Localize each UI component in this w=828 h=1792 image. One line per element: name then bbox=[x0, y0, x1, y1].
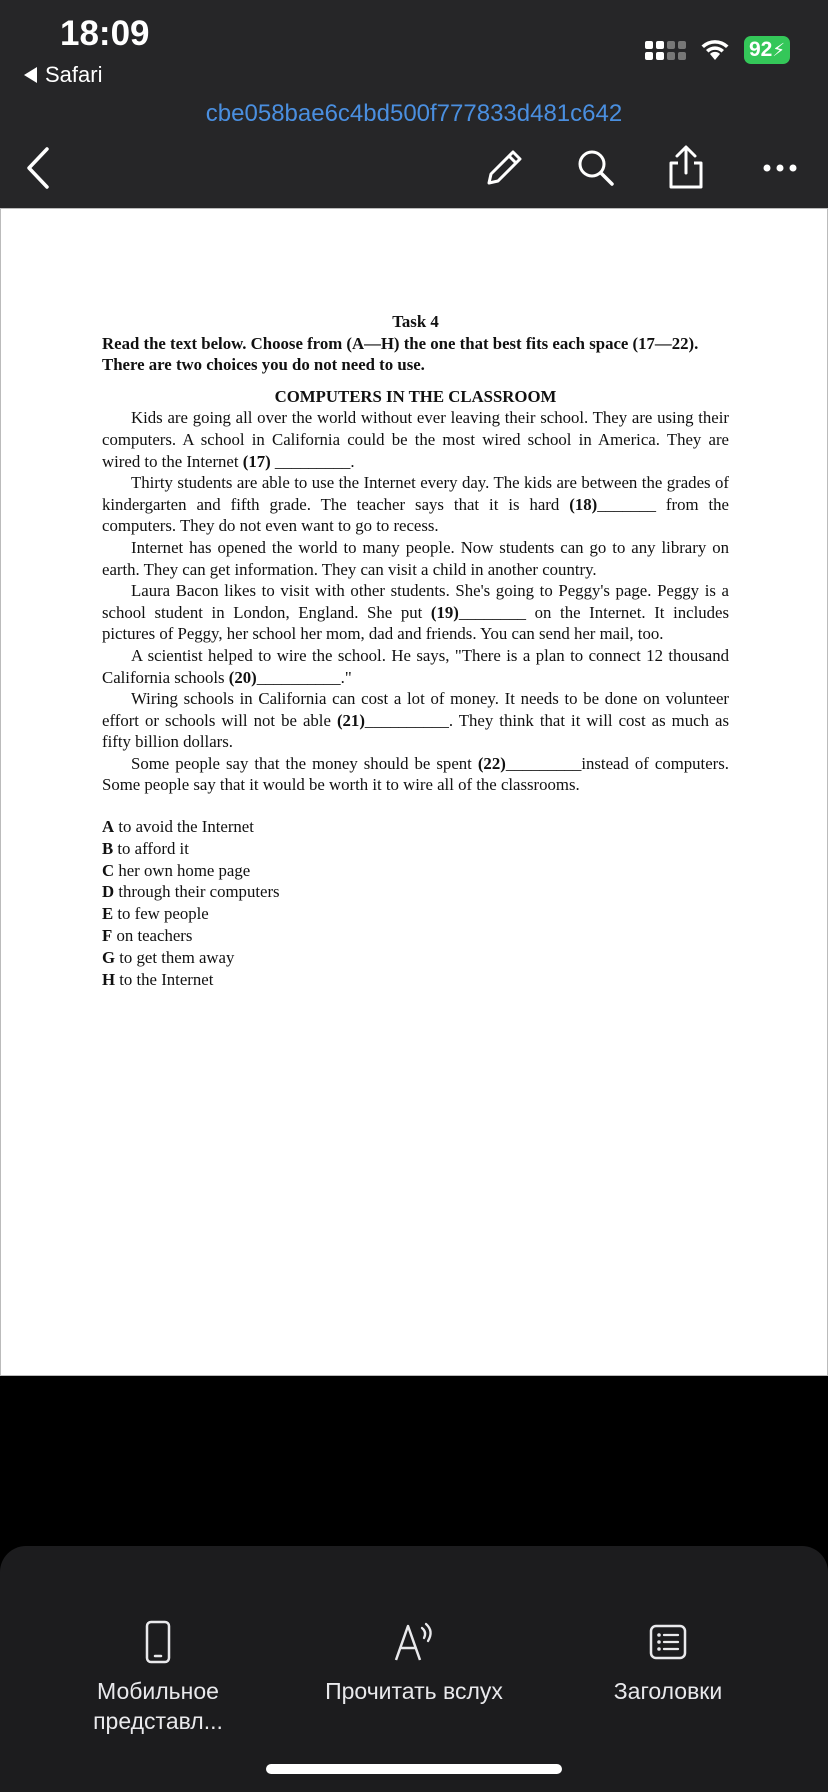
bottom-sheet bbox=[0, 1546, 828, 1792]
read-aloud-button[interactable] bbox=[304, 1618, 524, 1706]
share-icon[interactable] bbox=[661, 143, 711, 193]
paragraph: Some people say that the money should be spent (22)_________instead of computers. Some people say that it would be worth it to wire all of the classrooms. bbox=[102, 753, 729, 795]
paragraph: Kids are going all over the world without ever leaving their school. They are using their computers. A school in California could be the most wired school in America. They are wired to the Internet (17) _________. bbox=[102, 408, 729, 471]
option-item: B to afford it bbox=[102, 838, 189, 858]
read-aloud-label: Прочитать вслух bbox=[325, 1678, 503, 1704]
option-item: E to few people bbox=[102, 904, 209, 924]
more-options-icon[interactable] bbox=[755, 143, 805, 193]
battery-indicator bbox=[744, 36, 790, 64]
battery-level: 92 bbox=[749, 38, 773, 61]
answer-options bbox=[102, 816, 729, 990]
document-title: cbe058bae6c4bd500f777833d481c642 bbox=[205, 100, 623, 127]
paragraph: Internet has opened the world to many people. Now students can go to any library on earth. They can get information. They can visit a child in another country. bbox=[102, 537, 729, 579]
phone-icon bbox=[134, 1618, 182, 1666]
status-time: 18:09 bbox=[60, 14, 150, 53]
read-aloud-icon bbox=[390, 1618, 438, 1666]
back-chevron-icon[interactable] bbox=[16, 143, 66, 193]
back-to-app-link[interactable] bbox=[24, 62, 102, 88]
cellular-signal-icon bbox=[645, 41, 686, 60]
paragraph: Wiring schools in California can cost a lot of money. It needs to be done on volunteer effort or schools will not be able (21)__________. They think that it will cost as much as fifty billion dollars. bbox=[102, 689, 729, 752]
option-item: A to avoid the Internet bbox=[102, 817, 254, 837]
list-icon bbox=[644, 1618, 692, 1666]
task-title: Task 4 bbox=[392, 312, 439, 331]
paragraph: Thirty students are able to use the Internet every day. The kids are between the grades of kindergarten and fifth grade. The teacher says that it is hard (18)_______ from the computers. They do not even want to go to recess. bbox=[102, 473, 729, 536]
charging-bolt-icon: ⚡ bbox=[772, 39, 785, 60]
headings-button[interactable] bbox=[558, 1618, 778, 1706]
text-body bbox=[102, 407, 729, 796]
search-icon[interactable] bbox=[570, 143, 620, 193]
text-heading: COMPUTERS IN THE CLASSROOM bbox=[274, 386, 557, 406]
option-item: C her own home page bbox=[102, 860, 251, 880]
back-app-label: Safari bbox=[45, 62, 103, 87]
wifi-icon bbox=[700, 38, 730, 62]
option-item: D through their computers bbox=[102, 882, 280, 902]
home-indicator[interactable] bbox=[266, 1764, 562, 1774]
option-item: F on teachers bbox=[102, 926, 193, 946]
top-bar bbox=[0, 0, 828, 208]
document-page bbox=[0, 208, 828, 1376]
headings-label: Заголовки bbox=[613, 1678, 723, 1704]
status-indicators bbox=[645, 36, 790, 64]
back-triangle-icon bbox=[24, 67, 37, 83]
task-instructions: Read the text below. Choose from (A—H) the one that best fits each space (17—22). There are two choices you do not need to use. bbox=[102, 333, 699, 375]
mobile-view-label: Мобильное представл... bbox=[93, 1678, 223, 1734]
option-item: G to get them away bbox=[102, 947, 235, 967]
document-content bbox=[102, 311, 729, 990]
pencil-icon[interactable] bbox=[479, 143, 529, 193]
mobile-view-button[interactable] bbox=[48, 1618, 268, 1736]
option-item: H to the Internet bbox=[102, 969, 214, 989]
paragraph: Laura Bacon likes to visit with other students. She's going to Peggy's page. Peggy is a school student in London, England. She put (19)________ on the Internet. It includes pictures of Peggy, her school her mom, dad and friends. You can send her mail, too. bbox=[102, 581, 729, 644]
paragraph: A scientist helped to wire the school. He says, "There is a plan to connect 12 thousand California schools (20)__________." bbox=[102, 645, 729, 687]
